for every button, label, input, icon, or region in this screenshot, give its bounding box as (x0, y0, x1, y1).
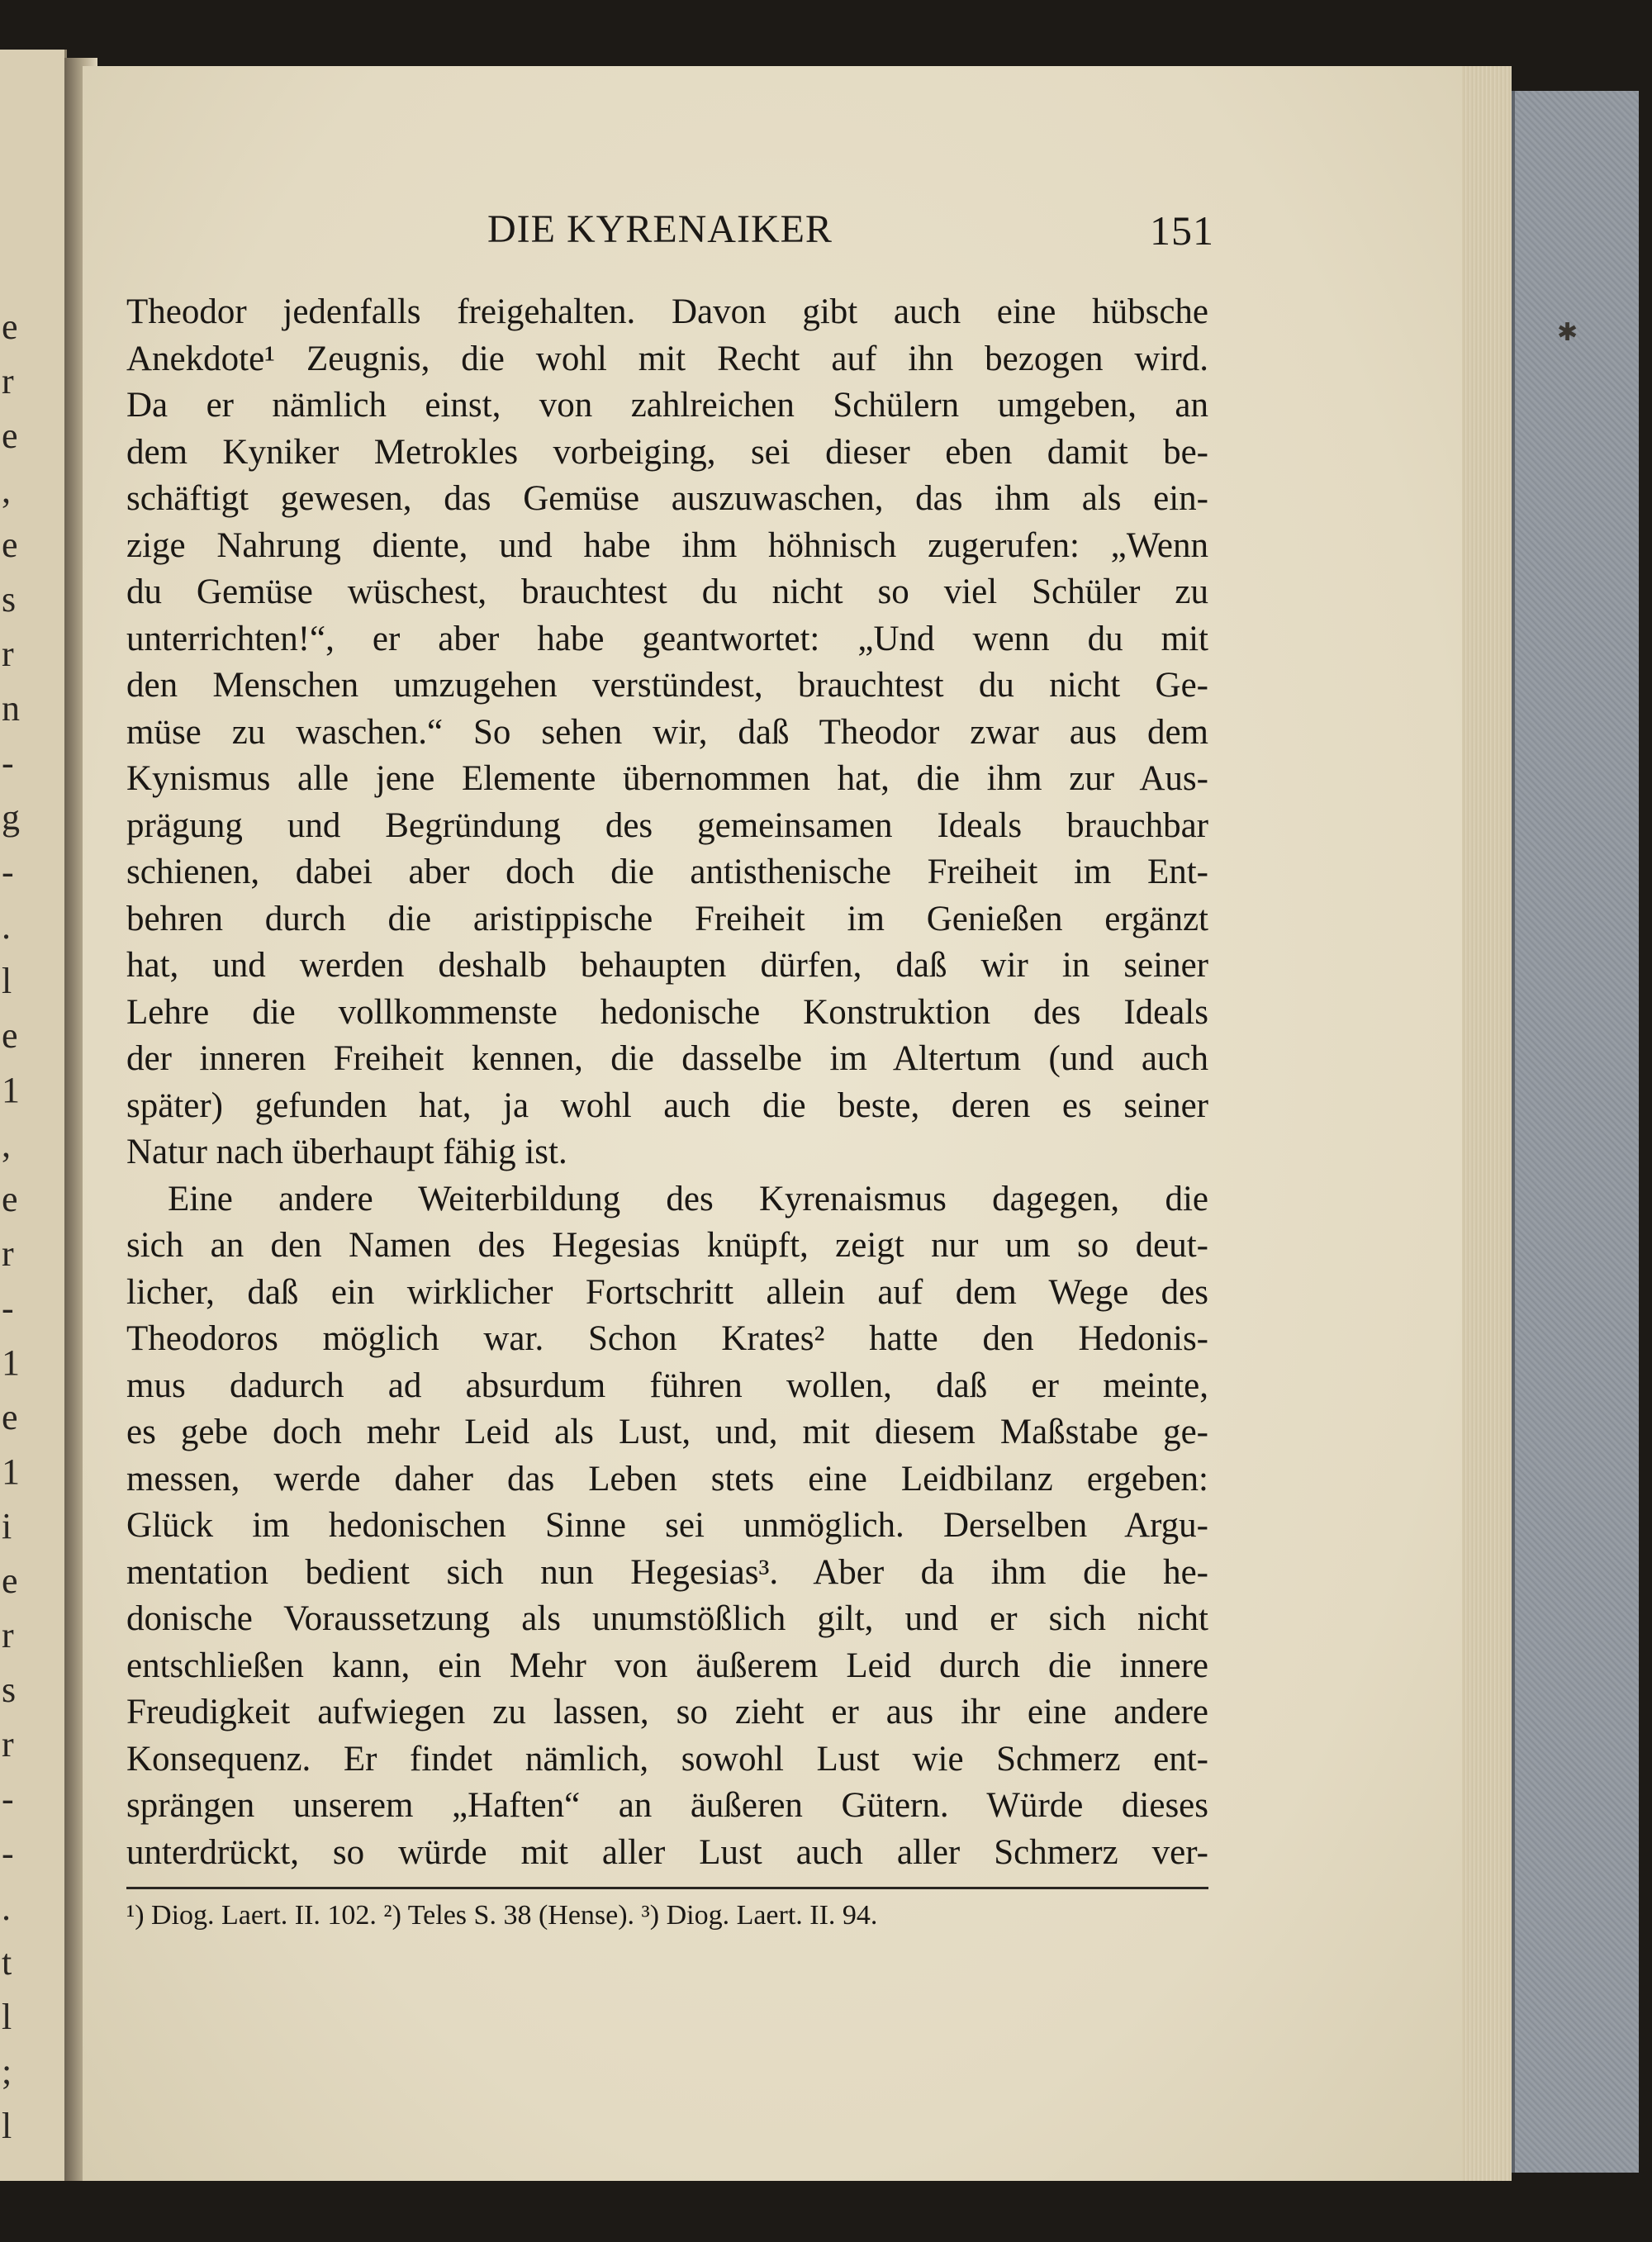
book-cover (1512, 91, 1639, 2173)
text-line: Konsequenz. Er findet nämlich, sowohl Lust wie Schmerz ent- (126, 1739, 1208, 1779)
left-page-fragment: . (2, 906, 11, 947)
text-line: es gebe doch mehr Leid als Lust, und, mit diesem Maßstabe ge- (126, 1413, 1208, 1451)
text-line: Anekdote¹ Zeugnis, die wohl mit Recht auf ihn bezogen wird. (126, 339, 1208, 378)
left-page-fragment: e (2, 525, 18, 565)
text-line: müse zu waschen.“ So sehen wir, daß Theodor zwar aus dem (126, 712, 1208, 752)
text-line: behren durch die aristippische Freiheit im Genießen ergänzt (126, 899, 1208, 938)
text-line: sich an den Namen des Hegesias knüpft, zeigt nur um so deut- (126, 1226, 1208, 1265)
text-line: du Gemüse wüschest, brauchtest du nicht so viel Schüler zu (126, 572, 1208, 611)
text-line: der inneren Freiheit kennen, die dasselbe im Altertum (und auch (126, 1039, 1208, 1078)
left-page-fragment: , (2, 470, 11, 511)
text-line: zige Nahrung diente, und habe ihm höhnisch zugerufen: „Wenn (126, 525, 1208, 565)
left-page-fragment: s (2, 579, 17, 620)
text-line: schienen, dabei aber doch die antisthenische Freiheit im Ent- (126, 853, 1208, 891)
left-page-fragment: , (2, 1124, 11, 1165)
left-page-fragment: t (2, 1942, 12, 1983)
running-header (487, 207, 1214, 264)
left-page-fragment: e (2, 1560, 18, 1601)
left-page-fragment: 1 (2, 1451, 20, 1492)
left-page-fragment: - (2, 743, 14, 783)
body-text (126, 289, 1208, 1876)
page-number: 151 (1150, 207, 1214, 254)
text-line: Eine andere Weiterbildung des Kyrenaismus dagegen, die (168, 1179, 1208, 1218)
text-line: messen, werde daher das Leben stets eine Leidbilanz ergeben: (126, 1459, 1208, 1499)
text-line: den Menschen umzugehen verstündest, brauchtest du nicht Ge- (126, 666, 1208, 705)
footnotes: ¹) Diog. Laert. II. 102. ²) Teles S. 38 (Hense). ³) Diog. Laert. II. 94. (126, 1900, 878, 1931)
page-edges (1462, 66, 1512, 2181)
left-page-fragment: r (2, 634, 14, 674)
left-page-fragment: r (2, 361, 14, 401)
text-line: donische Voraussetzung als unumstößlich gilt, und er sich nicht (126, 1599, 1208, 1638)
text-line: Freudigkeit aufwiegen zu lassen, so zieht er aus ihr eine andere (126, 1693, 1208, 1731)
text-line: Glück im hedonischen Sinne sei unmöglich. Derselben Argu- (126, 1506, 1208, 1545)
left-page-fragment: s (2, 1670, 17, 1710)
left-facing-page (0, 50, 67, 2181)
left-page-fragment: . (2, 1888, 11, 1928)
left-page-fragment: 1 (2, 1342, 20, 1383)
text-line: Natur nach überhaupt fähig ist. (126, 1133, 567, 1171)
text-line: hat, und werden deshalb behaupten dürfen, daß wir in seiner (126, 946, 1208, 985)
footnote-rule (126, 1887, 1208, 1889)
text-line: Kynismus alle jene Elemente übernommen hat, die ihm zur Aus- (126, 759, 1208, 798)
text-line: schäftigt gewesen, das Gemüse auszuwaschen, das ihm als ein- (126, 479, 1208, 518)
text-line: entschließen kann, ein Mehr von äußerem Leid durch die innere (126, 1646, 1208, 1685)
left-page-fragment: r (2, 1233, 14, 1274)
left-page-fragment: - (2, 852, 14, 892)
left-page-fragment: l (2, 2106, 12, 2146)
margin-mark: ✱ (1557, 319, 1578, 346)
left-page-fragment: e (2, 1397, 18, 1437)
left-page-fragment: e (2, 1015, 18, 1056)
left-page-fragment: e (2, 1179, 18, 1219)
left-page-fragment: - (2, 1779, 14, 1819)
text-line: mentation bedient sich nun Hegesias³. Aber da ihm die he- (126, 1552, 1208, 1592)
left-page-fragment: - (2, 1288, 14, 1328)
left-page-fragment: - (2, 1833, 14, 1874)
text-line: später) gefunden hat, ja wohl auch die beste, deren es seiner (126, 1085, 1208, 1125)
text-line: sprängen unserem „Haften“ an äußeren Gütern. Würde dieses (126, 1786, 1208, 1825)
text-line: dem Kyniker Metrokles vorbeiging, sei dieser eben damit be- (126, 432, 1208, 472)
text-line: licher, daß ein wirklicher Fortschritt allein auf dem Wege des (126, 1272, 1208, 1312)
header-title: DIE KYRENAIKER (487, 207, 833, 251)
text-line: unterrichten!“, er aber habe geantwortet: „Und wenn du mit (126, 619, 1208, 658)
left-page-fragment: g (2, 797, 20, 838)
text-line: prägung und Begründung des gemeinsamen Ideals brauchbar (126, 805, 1208, 845)
left-page-fragment: l (2, 961, 12, 1001)
left-page-fragment: 1 (2, 1070, 20, 1110)
text-line: Da er nämlich einst, von zahlreichen Schülern umgeben, an (126, 386, 1208, 425)
left-page-fragment: n (2, 688, 20, 729)
text-line: Lehre die vollkommenste hedonische Konstruktion des Ideals (126, 992, 1208, 1032)
text-line: Theodor jedenfalls freigehalten. Davon gibt auch eine hübsche (126, 292, 1208, 331)
left-page-fragment: r (2, 1724, 14, 1765)
left-page-fragment: r (2, 1615, 14, 1655)
text-line: Theodoros möglich war. Schon Krates² hatte den Hedonis- (126, 1319, 1208, 1358)
text-line: unterdrückt, so würde mit aller Lust auch aller Schmerz ver- (126, 1832, 1208, 1872)
left-page-fragment: l (2, 1997, 12, 2037)
left-page-fragment: e (2, 306, 18, 347)
left-page-fragment: i (2, 1506, 12, 1546)
left-page-fragment: ; (2, 2051, 12, 2092)
text-line: mus dadurch ad absurdum führen wollen, daß er meinte, (126, 1366, 1208, 1405)
left-page-fragment: e (2, 416, 18, 456)
